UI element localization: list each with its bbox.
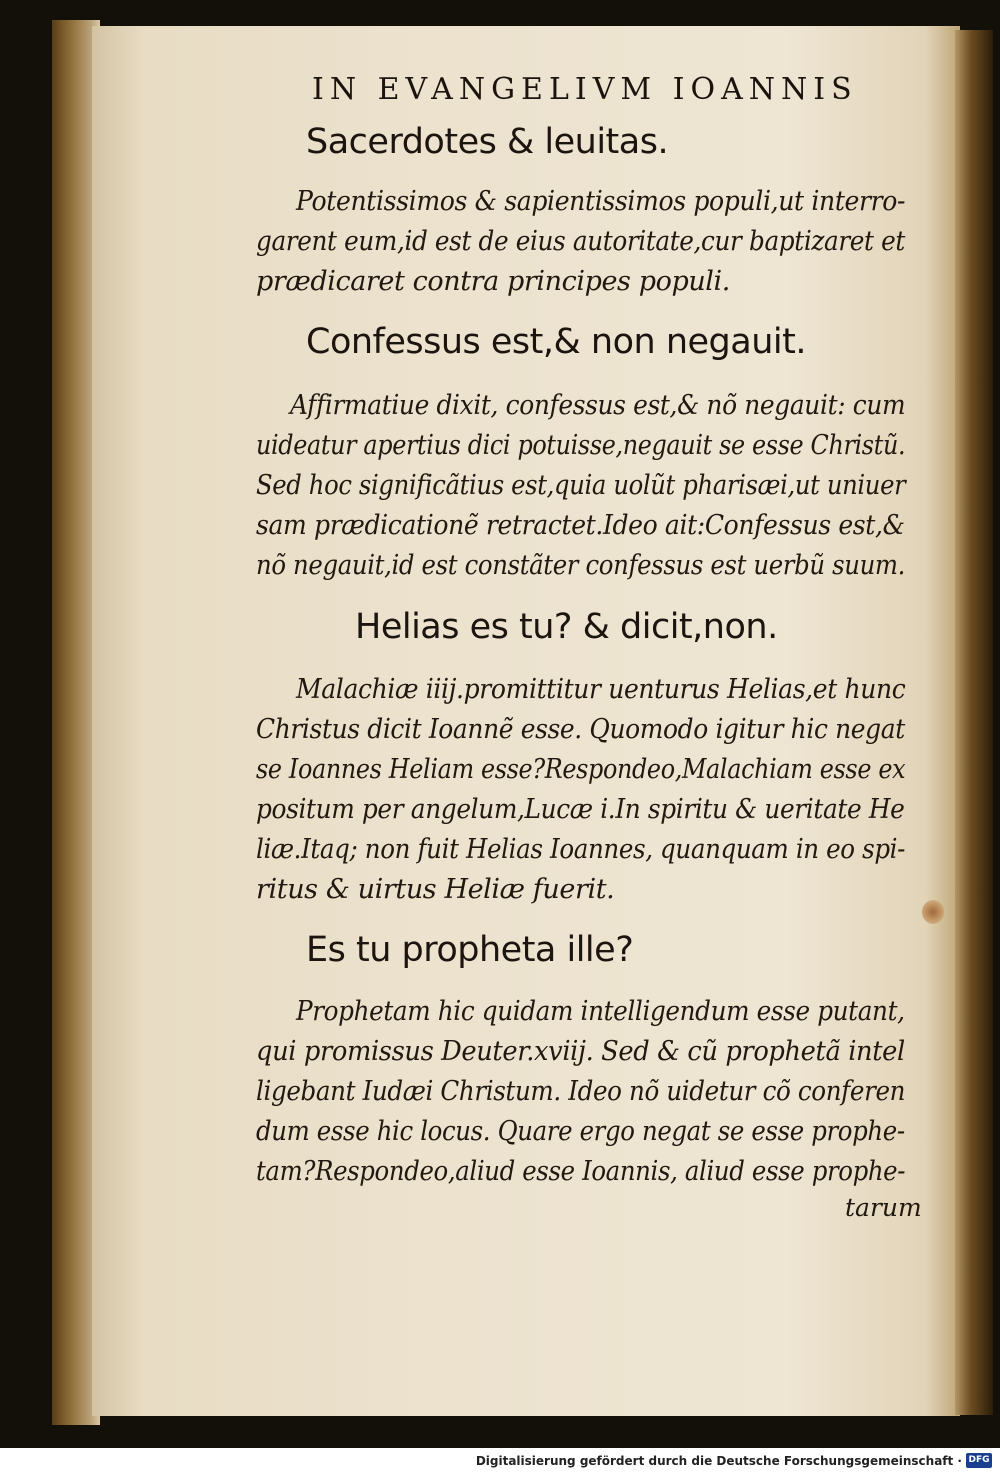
text-line: nõ negauit,id est constãter confessus est uerbũ suum.	[256, 550, 906, 581]
text-line: ritus & uirtus Heliæ fuerit.	[256, 874, 615, 905]
text-line: prædicaret contra principes populi.	[256, 266, 730, 297]
text-line: positum per angelum,Lucæ i.In spiritu & ueritate He	[256, 794, 905, 825]
text-line: garent eum,id est de eius autoritate,cur baptizaret et	[256, 226, 905, 257]
text-line: qui promissus Deuter.xviij. Sed & cũ prophetã intel	[256, 1036, 905, 1067]
text-line: uideatur apertius dici potuisse,negauit se esse Christũ.	[256, 430, 906, 461]
footer-credit: Digitalisierung gefördert durch die Deutsche Forschungsgemeinschaft ·	[475, 1454, 962, 1468]
section-heading: Helias es tu? & dicit,non.	[355, 607, 778, 647]
text-line: liæ.Itaq; non fuit Helias Ioannes, quanquam in eo spi-	[256, 834, 906, 865]
text-line: Malachiæ iiij.promittitur uenturus Helias,et hunc	[296, 674, 906, 705]
footer-bar	[0, 1448, 1000, 1475]
paper-stain	[922, 900, 944, 924]
page-edge-right	[955, 30, 993, 1415]
catchword: tarum	[845, 1193, 922, 1222]
text-line: sam prædicationẽ retractet.Ideo ait:Confessus est,&	[256, 510, 905, 541]
section-heading: Es tu propheta ille?	[306, 930, 634, 970]
text-line: Potentissimos & sapientissimos populi,ut interro-	[296, 186, 906, 217]
dfg-logo-icon: DFG	[966, 1453, 992, 1468]
text-line: Prophetam hic quidam intelligendum esse putant,	[296, 996, 905, 1027]
text-line: Affirmatiue dixit, confessus est,& nõ negauit: cum	[290, 390, 906, 421]
text-line: dum esse hic locus. Quare ergo negat se esse prophe-	[256, 1116, 905, 1147]
text-line: Christus dicit Ioannẽ esse. Quomodo igitur hic negat	[256, 714, 905, 745]
text-line: tam?Respondeo,aliud esse Ioannis, aliud esse prophe-	[256, 1156, 906, 1187]
text-line: Sed hoc significãtius est,quia uolũt pharisæi,ut uniuer	[256, 470, 906, 501]
section-heading: Sacerdotes & leuitas.	[306, 122, 669, 162]
running-head: IN EVANGELIVM IOANNIS	[312, 72, 858, 107]
text-line: ligebant Iudæi Christum. Ideo nõ uidetur cõ conferen	[256, 1076, 906, 1107]
text-line: se Ioannes Heliam esse?Respondeo,Malachiam esse ex	[256, 754, 906, 785]
section-heading: Confessus est,& non negauit.	[306, 322, 806, 362]
